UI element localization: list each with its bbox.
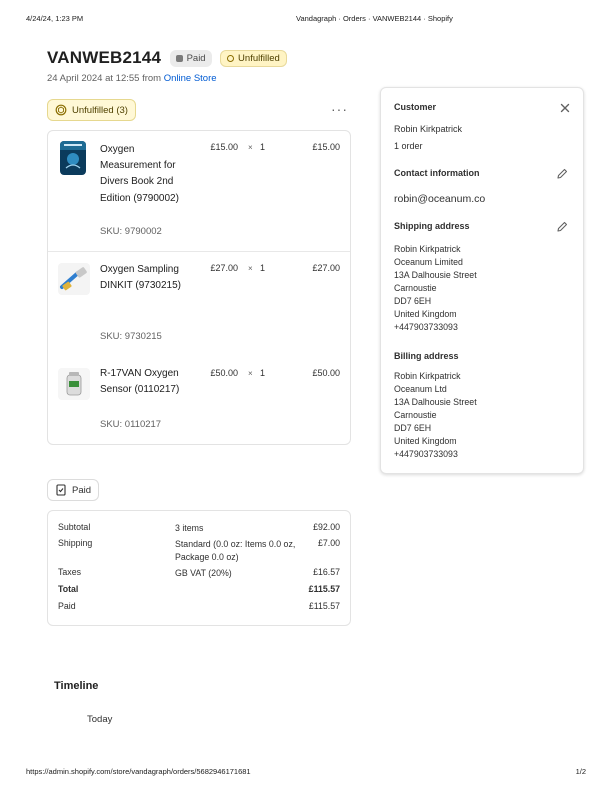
- billing-line: 13A Dalhousie Street: [394, 397, 477, 407]
- line-item-price: £27.00: [210, 263, 238, 273]
- line-item-sku: SKU: 9730215: [100, 331, 162, 342]
- paid-row: [58, 601, 340, 615]
- taxes-row: [58, 567, 340, 581]
- total-label: Total: [58, 584, 79, 594]
- total-row: [58, 584, 340, 598]
- customer-card: [380, 87, 584, 474]
- billing-line: Robin Kirkpatrick: [394, 371, 461, 381]
- shipping-line: Oceanum Limited: [394, 257, 463, 267]
- print-page-title: Vandagraph · Orders · VANWEB2144 · Shopify: [296, 14, 453, 23]
- shipping-amount: £7.00: [317, 538, 340, 548]
- order-header: [47, 48, 287, 68]
- fulfillment-box-icon: [55, 104, 67, 116]
- subtotal-row: [58, 522, 340, 536]
- sensor-thumbnail: [58, 368, 90, 400]
- contact-heading: Contact information: [394, 168, 480, 178]
- line-item-quantity: 1: [260, 142, 266, 152]
- timeline-heading: Timeline: [54, 680, 99, 692]
- line-item: [48, 131, 350, 251]
- kit-thumbnail: [58, 263, 90, 295]
- edit-shipping-icon[interactable]: [555, 220, 569, 234]
- billing-address: [394, 370, 477, 461]
- line-item: [48, 252, 350, 356]
- shipping-line: +447903733093: [394, 322, 458, 332]
- line-item-price: £15.00: [210, 142, 238, 152]
- taxes-label: Taxes: [58, 567, 81, 577]
- line-item-sku: SKU: 0110217: [100, 419, 162, 430]
- order-date: 24 April 2024 at 12:55 from: [47, 73, 162, 84]
- shipping-line: Robin Kirkpatrick: [394, 244, 461, 254]
- billing-line: DD7 6EH: [394, 423, 432, 433]
- line-item: [48, 356, 350, 444]
- subtotal-amount: £92.00: [313, 522, 340, 532]
- multiply-sign: ×: [248, 369, 253, 378]
- shipping-line: United Kingdom: [394, 309, 457, 319]
- line-item-total: £27.00: [312, 263, 340, 273]
- sales-channel-link[interactable]: Online Store: [163, 73, 217, 84]
- timeline-today-label: Today: [87, 714, 113, 725]
- billing-line: +447903733093: [394, 449, 458, 459]
- edit-contact-icon[interactable]: [555, 167, 569, 181]
- paid-section-label: [47, 479, 99, 501]
- shipping-label: Shipping: [58, 538, 93, 548]
- customer-email[interactable]: robin@oceanum.co: [394, 193, 486, 205]
- payment-status-label: Paid: [186, 52, 206, 64]
- fulfillment-status-badge: [220, 50, 287, 67]
- line-item-title[interactable]: Oxygen Sampling DINKIT (9730215): [100, 264, 181, 292]
- unfulfilled-section-label: [47, 99, 136, 121]
- book-thumbnail: [60, 141, 86, 175]
- paid-section-text: Paid: [72, 484, 92, 496]
- line-item-title[interactable]: R-17VAN Oxygen Sensor (0110217): [100, 368, 180, 396]
- billing-line: Oceanum Ltd: [394, 384, 447, 394]
- shipping-row: [58, 538, 340, 566]
- billing-line: United Kingdom: [394, 436, 457, 446]
- fulfillment-status-label: Unfulfilled: [238, 52, 280, 64]
- page-title: VANWEB2144: [47, 48, 162, 67]
- multiply-sign: ×: [248, 143, 253, 152]
- shipping-line: DD7 6EH: [394, 296, 432, 306]
- line-item-quantity: 1: [260, 263, 266, 273]
- customer-order-count[interactable]: 1 order: [394, 141, 423, 151]
- print-footer: [26, 767, 586, 779]
- paid-label: Paid: [58, 601, 76, 611]
- receipt-icon: [55, 484, 67, 496]
- shipping-line: Carnoustie: [394, 283, 437, 293]
- line-item-sku: SKU: 9790002: [100, 226, 162, 237]
- line-items-card: [47, 130, 351, 445]
- print-datetime: 4/24/24, 1:23 PM: [26, 14, 84, 23]
- shipping-address: [394, 243, 477, 334]
- subtotal-detail: 3 items: [175, 523, 204, 533]
- taxes-amount: £16.57: [313, 567, 340, 577]
- taxes-detail: GB VAT (20%): [175, 568, 232, 578]
- print-header: [26, 14, 586, 26]
- multiply-sign: ×: [248, 264, 253, 273]
- billing-address-heading: Billing address: [394, 351, 459, 361]
- order-meta: [47, 73, 217, 84]
- close-icon[interactable]: [558, 101, 572, 115]
- customer-name[interactable]: Robin Kirkpatrick: [394, 124, 463, 134]
- line-item-price: £50.00: [210, 368, 238, 378]
- subtotal-label: Subtotal: [58, 522, 91, 532]
- print-page-number: 1/2: [575, 767, 586, 776]
- shipping-line: 13A Dalhousie Street: [394, 270, 477, 280]
- line-item-total: £15.00: [312, 142, 340, 152]
- paid-amount: £115.57: [308, 601, 340, 611]
- line-item-title[interactable]: Oxygen Measurement for Divers Book 2nd Edition (9790002): [100, 144, 179, 204]
- billing-line: Carnoustie: [394, 410, 437, 420]
- payment-status-badge: [170, 50, 212, 67]
- shipping-detail: Standard (0.0 oz: Items 0.0 oz, Package 0.0 oz): [175, 539, 296, 562]
- total-amount: £115.57: [308, 584, 340, 594]
- shipping-address-heading: Shipping address: [394, 221, 470, 231]
- print-url: https://admin.shopify.com/store/vandagraph/orders/5682946171681: [26, 767, 251, 776]
- customer-heading: Customer: [394, 102, 437, 112]
- paid-dot-icon: [176, 55, 183, 62]
- unfulfilled-dot-icon: [227, 55, 234, 62]
- line-item-total: £50.00: [312, 368, 340, 378]
- unfulfilled-count-label: Unfulfilled (3): [72, 104, 128, 116]
- payment-summary-card: [47, 510, 351, 626]
- more-actions-button[interactable]: ···: [331, 101, 348, 117]
- line-item-quantity: 1: [260, 368, 266, 378]
